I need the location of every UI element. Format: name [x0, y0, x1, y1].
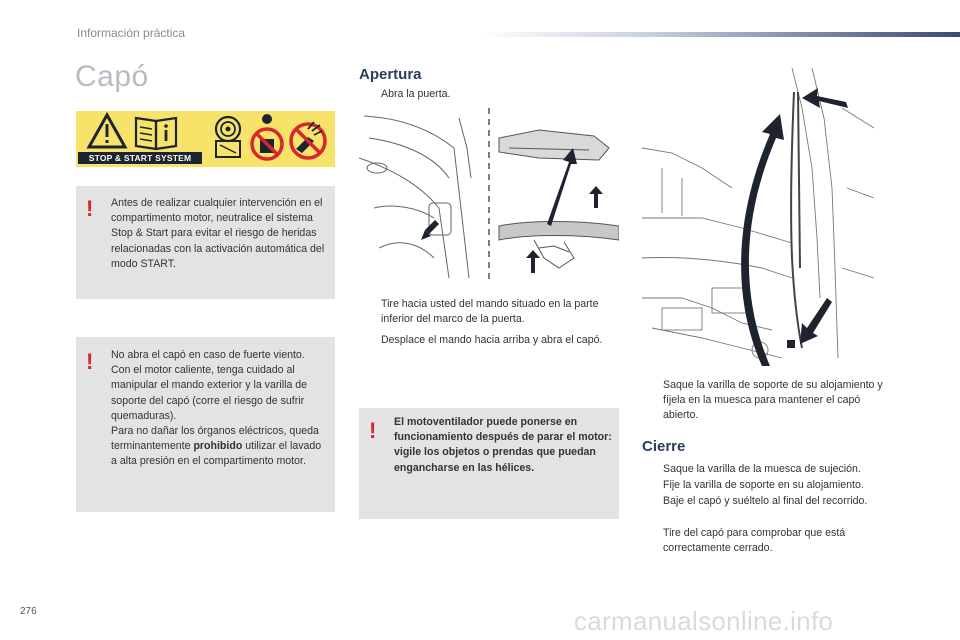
section-header: Información práctica — [77, 26, 186, 40]
step-text: Fije la varilla de soporte en su alojamiento. — [663, 479, 864, 491]
list-item — [643, 526, 893, 556]
fan-belt-icon — [216, 117, 240, 157]
prop-rod-drawing — [642, 68, 874, 368]
no-water-jet-icon — [291, 122, 325, 158]
step-text: Baje el capó y suéltelo al final del recorrido. — [663, 495, 868, 507]
note-emphasis: prohibido — [193, 440, 243, 453]
no-hands-icon — [252, 114, 282, 159]
note-line: Para no dañar los órganos eléctricos, queda terminantemente — [111, 425, 319, 453]
header-gradient-bar — [478, 32, 960, 37]
list-item — [643, 478, 913, 493]
door-hood-drawing — [359, 108, 619, 282]
step-text: Tire del capó para comprobar que está correctamente cerrado. — [663, 527, 846, 555]
door-release-illustration — [359, 108, 619, 282]
heading-apertura: Apertura — [359, 66, 422, 83]
step-text: Saque la varilla de la muesca de sujeción. — [663, 463, 861, 475]
alert-exclamation-icon: ! — [86, 196, 94, 221]
note-box-wind-heat — [76, 337, 335, 512]
step-text: Tire hacia usted del mando situado en la parte inferior del marco de la puerta. — [381, 298, 599, 326]
heading-cierre: Cierre — [642, 438, 686, 455]
list-item — [643, 494, 873, 509]
list-item — [361, 333, 611, 348]
note-text — [111, 348, 329, 470]
list-item — [643, 462, 913, 477]
alert-exclamation-icon: ! — [86, 349, 94, 374]
step-text: Saque la varilla de soporte de su alojamiento y fíjela en la muesca para mantener el capó abierto. — [663, 379, 883, 422]
list-item — [361, 297, 611, 327]
engine-bay-prop-rod-illustration — [642, 68, 874, 368]
manual-book-icon — [136, 118, 176, 149]
stop-start-badge: STOP & START SYSTEM — [78, 152, 202, 164]
step-text: Desplace el mando hacia arriba y abra el capó. — [381, 334, 603, 346]
watermark-text: carmanualsonline.info — [574, 606, 834, 636]
note-line: No abra el capó en caso de fuerte viento. — [111, 349, 305, 361]
note-text: Antes de realizar cualquier intervención en el compartimento motor, neutralice el sistema Stop & Start para evitar el riesgo de heridas relacionadas con la activación automática del modo START. — [111, 197, 325, 270]
page-number: 276 — [20, 606, 37, 617]
warning-triangle-icon — [89, 115, 125, 147]
note-box-stop-start — [76, 186, 335, 299]
page-title: Capó — [75, 60, 149, 93]
note-line: utilizar el lavado a alta presión en el compartimento motor. — [111, 440, 322, 468]
list-item — [643, 378, 893, 424]
step-text: Abra la puerta. — [381, 88, 451, 100]
note-line: Con el motor caliente, tenga cuidado al manipular el mando exterior y la varilla de soporte del capó (corre el riesgo de sufrir quemaduras). — [111, 364, 308, 422]
note-text: El motoventilador puede ponerse en funcionamiento después de parar el motor: vigile los objetos o prendas que puedan engancharse en las hélices. — [394, 416, 612, 474]
alert-exclamation-icon: ! — [369, 418, 377, 443]
list-item — [361, 87, 611, 102]
note-box-fan — [359, 408, 619, 519]
